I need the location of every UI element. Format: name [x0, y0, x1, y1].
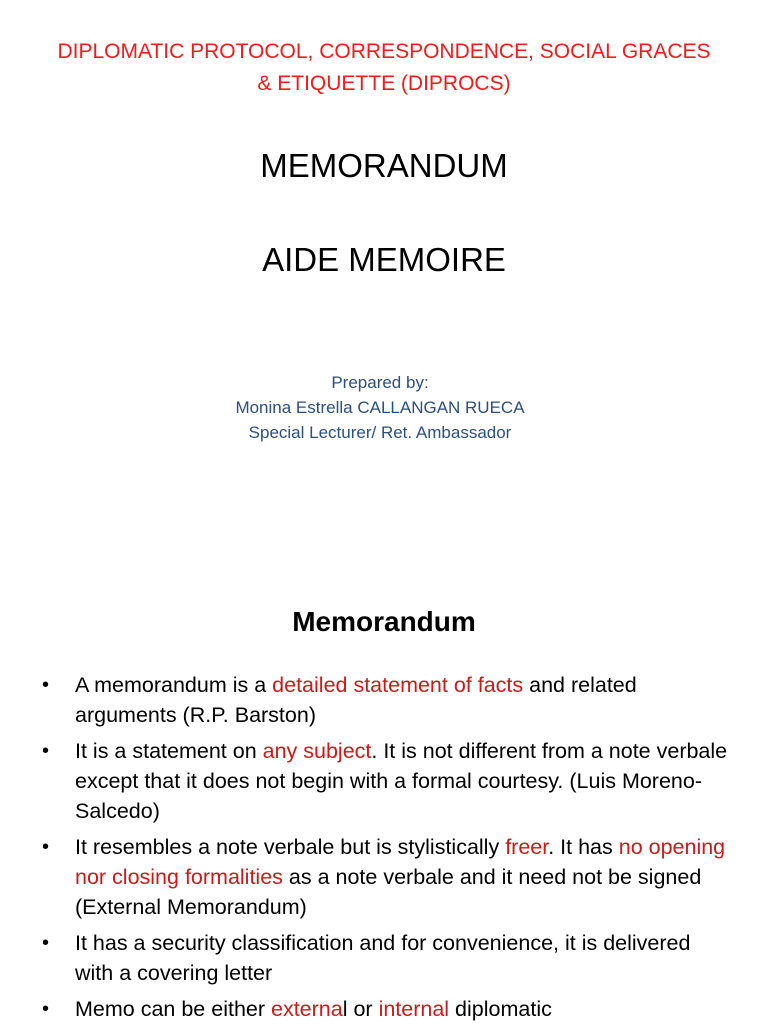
- bullet-text: . It is not different from a note verbale except that it does not begin with a formal courtesy. (Luis Moreno-Salcedo): [75, 739, 728, 823]
- bullet-text: l or: [342, 997, 379, 1021]
- highlighted-text: any subject: [262, 739, 372, 763]
- author-name: Monina Estrella CALLANGAN RUECA: [235, 398, 525, 417]
- highlighted-text: internal: [378, 997, 450, 1021]
- bullet-text: It resembles a note verbale but is stylistically: [75, 835, 506, 859]
- bullet-marker: •: [42, 932, 50, 954]
- bullet-marker: •: [42, 836, 50, 858]
- highlighted-text: detailed statement of facts: [272, 673, 524, 697]
- prepared-label: Prepared by:: [331, 373, 429, 392]
- highlighted-text: freer: [505, 835, 549, 859]
- bullet-text: diplomatic: [449, 997, 552, 1021]
- highlighted-text: externa: [271, 997, 343, 1021]
- bullet-list: [40, 670, 730, 1024]
- highlighted-text: no opening nor closing formalities: [75, 835, 726, 889]
- prepared-by-block: [0, 370, 760, 445]
- memorandum-slide: [0, 580, 768, 1024]
- author-role: Special Lecturer/ Ret. Ambassador: [248, 423, 512, 442]
- bullet-marker: •: [42, 998, 50, 1020]
- bullet-text: It is a statement on: [75, 739, 263, 763]
- bullet-item: [40, 928, 730, 988]
- course-title-line-1: DIPLOMATIC PROTOCOL, CORRESPONDENCE, SOCIAL GRACES: [57, 40, 711, 63]
- bullet-text: as a note verbale and it need not be signed (External Memorandum): [75, 865, 702, 919]
- bullet-marker: •: [42, 740, 50, 762]
- bullet-text: and related arguments (R.P. Barston): [75, 673, 637, 727]
- bullet-item: [40, 832, 730, 922]
- bullet-text: . It has: [548, 835, 619, 859]
- section-heading: Memorandum: [292, 606, 476, 637]
- bullet-text: Memo can be either: [75, 997, 271, 1021]
- title-memorandum: MEMORANDUM: [260, 147, 508, 184]
- bullet-text: It has a security classification and for convenience, it is delivered with a covering letter: [75, 931, 691, 985]
- bullet-item: [40, 736, 730, 826]
- course-title-line-2: & ETIQUETTE (DIPROCS): [257, 72, 511, 95]
- course-title: [34, 36, 734, 100]
- bullet-marker: •: [42, 674, 50, 696]
- bullet-text: A memorandum is a: [75, 673, 273, 697]
- bullet-item: [40, 670, 730, 730]
- title-aide-memoire: AIDE MEMOIRE: [262, 241, 506, 278]
- bullet-item: [40, 994, 730, 1024]
